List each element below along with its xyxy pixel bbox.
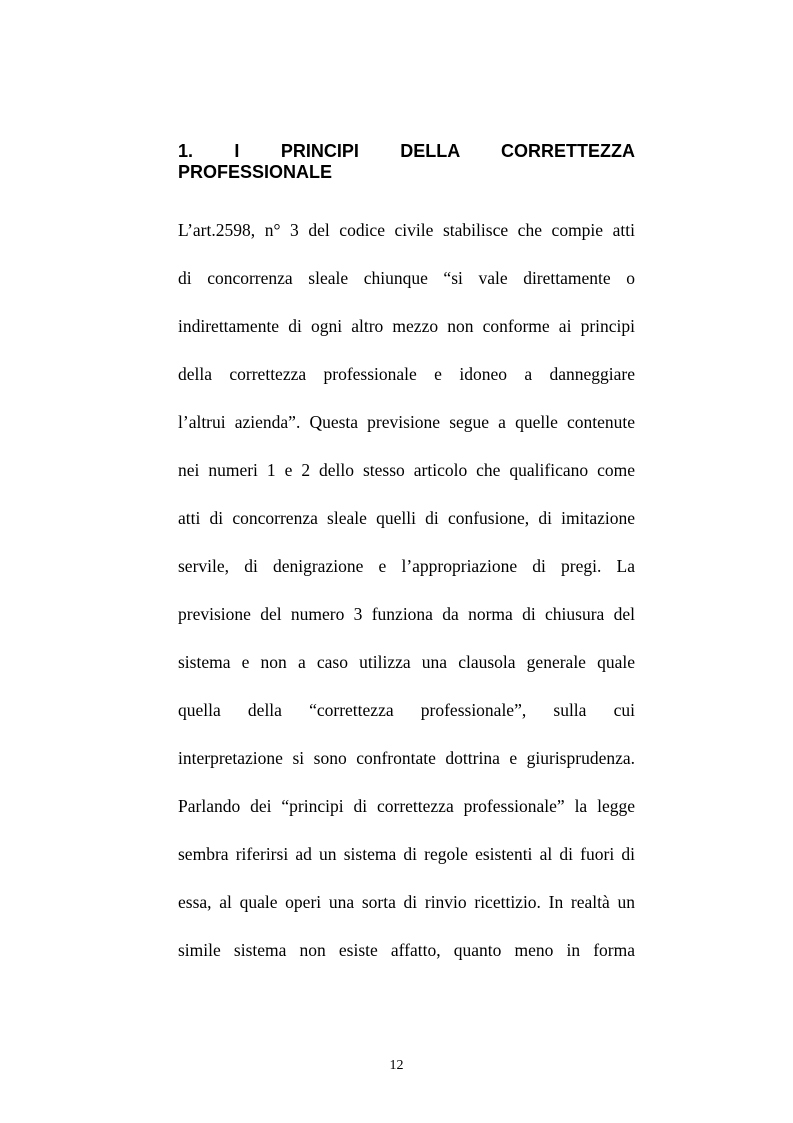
body-line: previsione del numero 3 funziona da norma di chiusura del [178, 604, 635, 624]
body-line: Parlando dei “principi di correttezza professionale” la legge [178, 796, 635, 816]
body-paragraph [178, 206, 635, 974]
section-heading-line-2: PROFESSIONALE [178, 162, 333, 182]
body-line: interpretazione si sono confrontate dottrina e giurisprudenza. [178, 748, 635, 768]
body-line: di concorrenza sleale chiunque “si vale direttamente o [178, 268, 635, 288]
body-line: servile, di denigrazione e l’appropriazione di pregi. La [178, 556, 635, 576]
body-line: sistema e non a caso utilizza una clausola generale quale [178, 652, 635, 672]
body-line: L’art.2598, n° 3 del codice civile stabilisce che compie atti [178, 220, 635, 240]
body-line: atti di concorrenza sleale quelli di confusione, di imitazione [178, 508, 635, 528]
body-line: essa, al quale operi una sorta di rinvio ricettizio. In realtà un [178, 892, 635, 912]
section-heading [178, 141, 635, 183]
page-number: 12 [389, 1058, 404, 1073]
body-line: indirettamente di ogni altro mezzo non conforme ai principi [178, 316, 635, 336]
body-line: nei numeri 1 e 2 dello stesso articolo che qualificano come [178, 460, 635, 480]
body-line: della correttezza professionale e idoneo a danneggiare [178, 364, 635, 384]
body-line: l’altrui azienda”. Questa previsione segue a quelle contenute [178, 412, 635, 432]
body-line: sembra riferirsi ad un sistema di regole esistenti al di fuori di [178, 844, 635, 864]
body-line: quella della “correttezza professionale”, sulla cui [178, 700, 635, 720]
body-line: simile sistema non esiste affatto, quanto meno in forma [178, 940, 635, 960]
section-heading-line-1: 1. I PRINCIPI DELLA CORRETTEZZA [178, 141, 635, 161]
